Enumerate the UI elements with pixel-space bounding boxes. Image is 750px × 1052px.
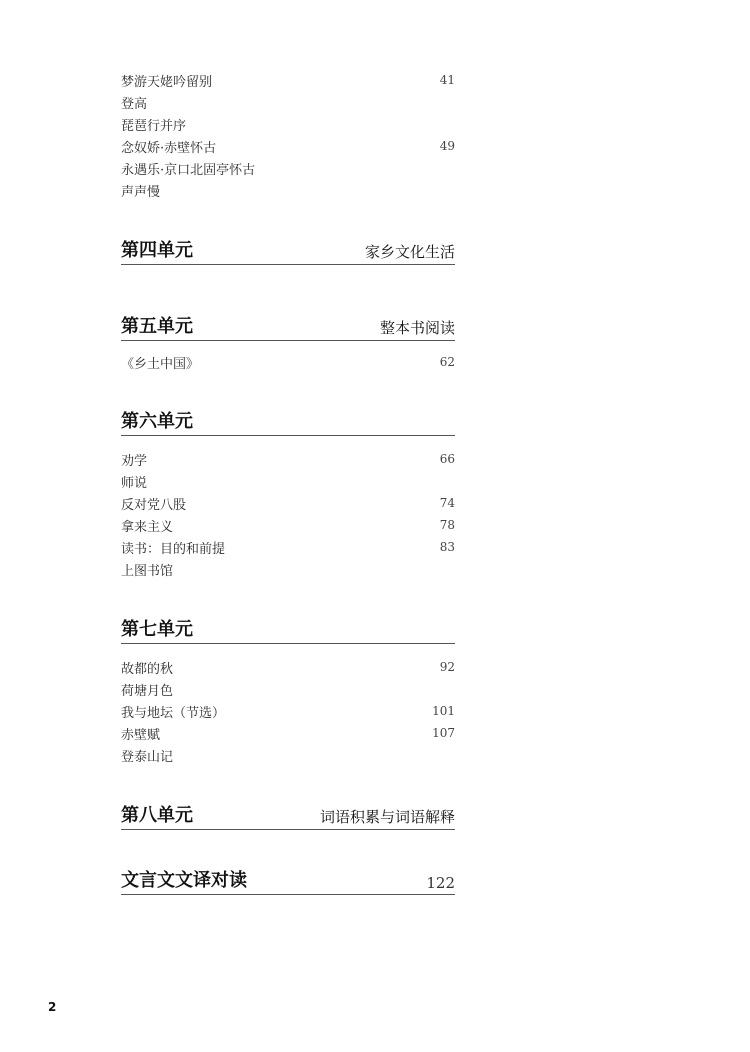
entry-page: 83 [439,540,455,554]
entry-title: 永遇乐·京口北固亭怀古 [121,162,256,178]
entry-title: 梦游天姥吟留别 [121,74,213,90]
entry-title: 念奴娇·赤壁怀古 [121,140,217,156]
unit-theme: 家乡文化生活 [364,243,455,261]
entry-title: 上图书馆 [121,563,174,579]
toc-entry[interactable] [121,351,455,373]
entry-page: 62 [439,355,455,369]
entry-title: 读书：目的和前提 [121,541,226,557]
entry-title: 琵琶行并序 [121,118,187,134]
toc-entry[interactable] [121,492,455,514]
appendix-page: 122 [426,874,455,892]
toc-entry[interactable] [121,514,455,536]
toc-entry[interactable] [121,113,455,135]
unit-heading-8[interactable] [121,801,455,830]
unit-theme: 词语积累与词语解释 [319,808,455,826]
entry-page: 92 [439,660,455,674]
entry-title: 登泰山记 [121,749,174,765]
entry-page: 49 [439,139,455,153]
toc-entry[interactable] [121,744,455,766]
entry-title: 劝学 [121,453,148,469]
unit-name: 第五单元 [121,316,193,337]
entry-title: 登高 [121,96,148,112]
toc-entry[interactable] [121,69,455,91]
toc-entry[interactable] [121,722,455,744]
unit-heading-6[interactable] [121,407,455,436]
page-number: 2 [48,1000,57,1014]
unit-name: 第八单元 [121,805,193,826]
unit-heading-4[interactable] [121,236,455,265]
unit-theme: 整本书阅读 [379,319,455,337]
entry-page: 74 [439,496,455,510]
unit-heading-5[interactable] [121,312,455,341]
entry-title: 故都的秋 [121,661,174,677]
toc-entry[interactable] [121,700,455,722]
toc-entry[interactable] [121,179,455,201]
entry-page: 66 [439,452,455,466]
toc-entry[interactable] [121,656,455,678]
entry-page: 101 [432,704,455,718]
entry-title: 赤壁赋 [121,727,161,743]
unit-name: 第六单元 [121,411,193,432]
unit-name: 第四单元 [121,240,193,261]
toc-entry[interactable] [121,678,455,700]
toc-entry[interactable] [121,448,455,470]
toc-entry[interactable] [121,536,455,558]
entry-title: 我与地坛（节选） [121,705,226,721]
entry-title: 声声慢 [121,184,161,200]
entry-page: 107 [432,726,455,740]
entry-page: 78 [439,518,455,532]
entry-title: 师说 [121,475,148,491]
unit-name: 第七单元 [121,619,193,640]
entry-page: 41 [439,73,455,87]
toc-entry[interactable] [121,470,455,492]
toc-entry[interactable] [121,91,455,113]
toc-entry[interactable] [121,135,455,157]
entry-title: 《乡土中国》 [121,356,200,372]
unit-heading-7[interactable] [121,615,455,644]
entry-title: 荷塘月色 [121,683,174,699]
appendix-name: 文言文文译对读 [121,870,247,891]
toc-entry[interactable] [121,157,455,179]
toc-entry[interactable] [121,558,455,580]
entry-title: 反对党八股 [121,497,187,513]
appendix-heading[interactable] [121,866,455,895]
entry-title: 拿来主义 [121,519,174,535]
